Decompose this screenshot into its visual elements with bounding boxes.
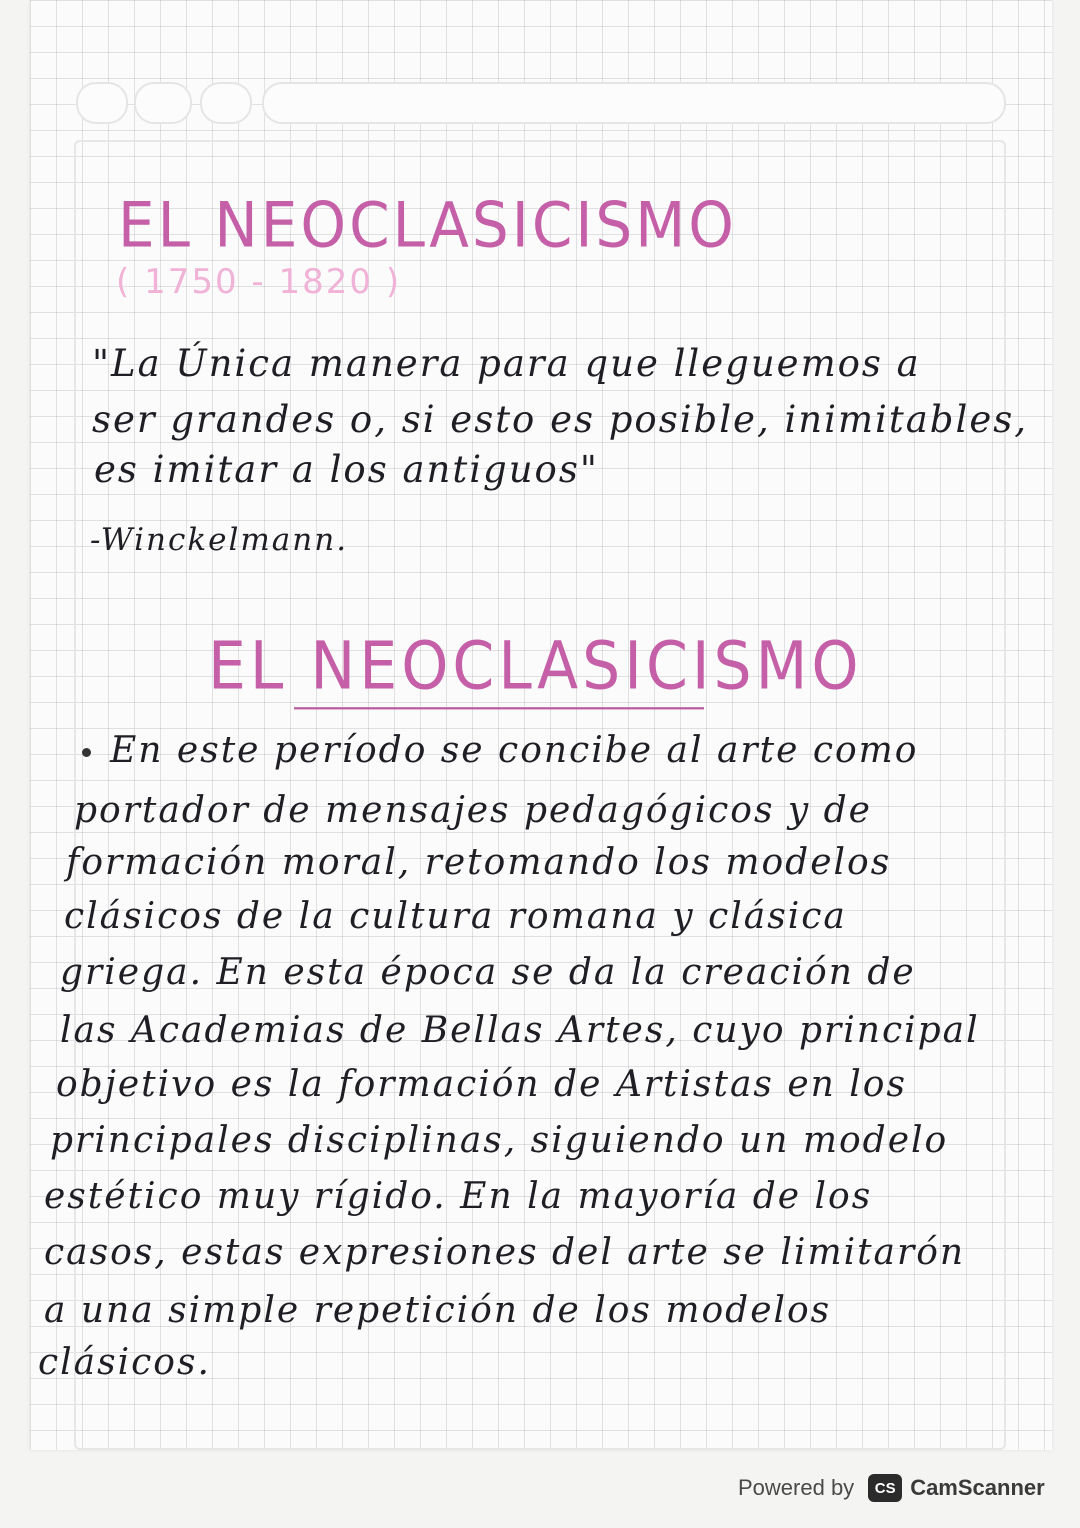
section-title	[208, 628, 863, 705]
body-line-3: formación moral, retomando los modelos	[66, 842, 892, 883]
header-box-3	[200, 82, 252, 124]
header-box-2	[134, 82, 192, 124]
section-title-underline	[294, 707, 704, 709]
powered-by-label: Powered by	[738, 1475, 855, 1500]
header-box-1	[76, 82, 128, 124]
header-box-wide	[262, 82, 1006, 124]
body-line-9: estético muy rígido. En la mayoría de los	[44, 1176, 873, 1217]
camscanner-brand: CamScanner	[910, 1475, 1045, 1500]
body-line-6: las Academias de Bellas Artes, cuyo principal	[60, 1010, 980, 1051]
section-title-text: EL NEOCLASICISMO	[208, 628, 863, 705]
page-header-strip	[76, 82, 1004, 122]
quote-author: -Winckelmann.	[90, 522, 349, 558]
body-line-4: clásicos de la cultura romana y clásica	[64, 896, 847, 937]
page-title: EL NEOCLASICISMO	[118, 188, 737, 262]
body-line-10: casos, estas expresiones del arte se limitarón	[44, 1232, 966, 1273]
body-line-12: clásicos.	[38, 1342, 211, 1383]
scanner-watermark	[738, 1468, 1045, 1508]
body-line-1: En este período se concibe al arte como	[110, 730, 919, 771]
quote-line-1: "La Única manera para que lleguemos a	[92, 342, 921, 385]
camscanner-logo-icon: CS	[868, 1474, 902, 1502]
body-line-7: objetivo es la formación de Artistas en los	[56, 1064, 907, 1105]
body-line-11: a una simple repetición de los modelos	[44, 1290, 832, 1331]
body-line-2: portador de mensajes pedagógicos y de	[74, 790, 872, 831]
body-line-8: principales disciplinas, siguiendo un modelo	[50, 1120, 949, 1161]
body-line-5: griega. En esta época se da la creación de	[60, 952, 916, 993]
quote-line-2: ser grandes o, si esto es posible, inimitables,	[92, 398, 1028, 441]
bullet-dot	[82, 748, 91, 757]
date-range: ( 1750 - 1820 )	[116, 262, 402, 302]
quote-line-3: es imitar a los antiguos"	[94, 448, 599, 491]
